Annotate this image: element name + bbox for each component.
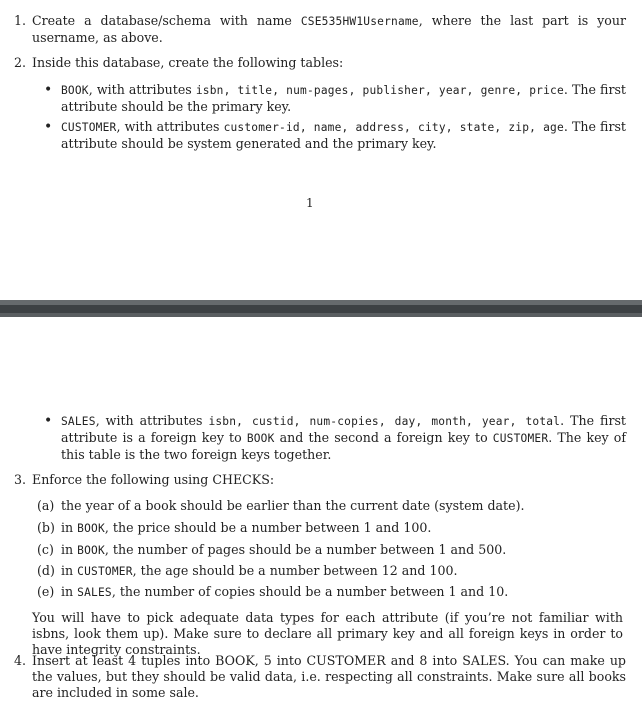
customer-table-description: CUSTOMER, with attributes customer-id, name, address, city, state, zip, age. The first attribute should be system generated and the primary key. [61,119,626,152]
document-page-2 [0,317,642,704]
question-1 [14,13,626,46]
subitem-b: (b) in BOOK, the price should be a number between 1 and 100. [37,520,432,535]
book-attributes: isbn, title, num-pages, publisher, year, genre, price [195,84,564,97]
bullet-sales-table [44,413,626,464]
bullet-dot: • [44,119,53,135]
subitem-d: (d) in CUSTOMER, the age should be a number between 12 and 100. [37,563,458,578]
question-4 [14,653,626,702]
sales-attributes: isbn, custid, num-copies, day, month, year, total [208,415,561,428]
bullet-customer-table [44,119,626,152]
subitem-c: (c) in BOOK, the number of pages should be a number between 1 and 500. [37,542,507,557]
document-page-1 [0,0,642,300]
book-table-description: BOOK, with attributes isbn, title, num-pages, publisher, year, genre, price. The first attribute should be the primary key. [61,82,626,115]
schema-name-code: CSE535HW1Username [300,15,419,28]
subitem-e: (e) in SALES, the number of copies should be a number between 1 and 10. [37,584,509,599]
question-2 [14,55,626,71]
question-2-number: 2. [14,55,27,70]
subitem-a: (a) the year of a book should be earlier than the current date (system date). [37,498,525,513]
bullet-book-table [44,82,626,115]
bullet-dot: • [44,82,53,98]
question-2-text: Inside this database, create the following tables: [32,55,344,70]
bullet-dot: • [44,413,53,429]
data-types-note: You will have to pick adequate data types for each attribute (if you’re not familiar with isbns, look them up). Make sure to declare all primary key and all foreign keys in order to have integrity constraints. [32,610,623,658]
question-4-number: 4. [14,653,27,668]
question-1-number: 1. [14,13,27,28]
page-separator [0,300,642,317]
question-4-text: Insert at least 4 tuples into BOOK, 5 into CUSTOMER and 8 into SALES. You can make up the values, but they should be valid data, i.e. respecting all constraints. Make sure all books are included in some sale. [32,653,626,701]
page-number: 1 [306,196,314,210]
sales-table-description: SALES, with attributes isbn, custid, num-copies, day, month, year, total. The first attribute is a foreign key to BOOK and the second a foreign key to CUSTOMER. The key of this table is the two foreign keys together. [61,413,626,463]
customer-attributes: customer-id, name, address, city, state, zip, age [223,121,564,134]
question-3 [14,472,626,488]
question-3-text: Enforce the following using CHECKS: [32,472,275,487]
question-3-number: 3. [14,472,27,487]
question-1-text: Create a database/schema with name CSE535HW1Username, where the last part is your username, as above. [32,13,626,46]
